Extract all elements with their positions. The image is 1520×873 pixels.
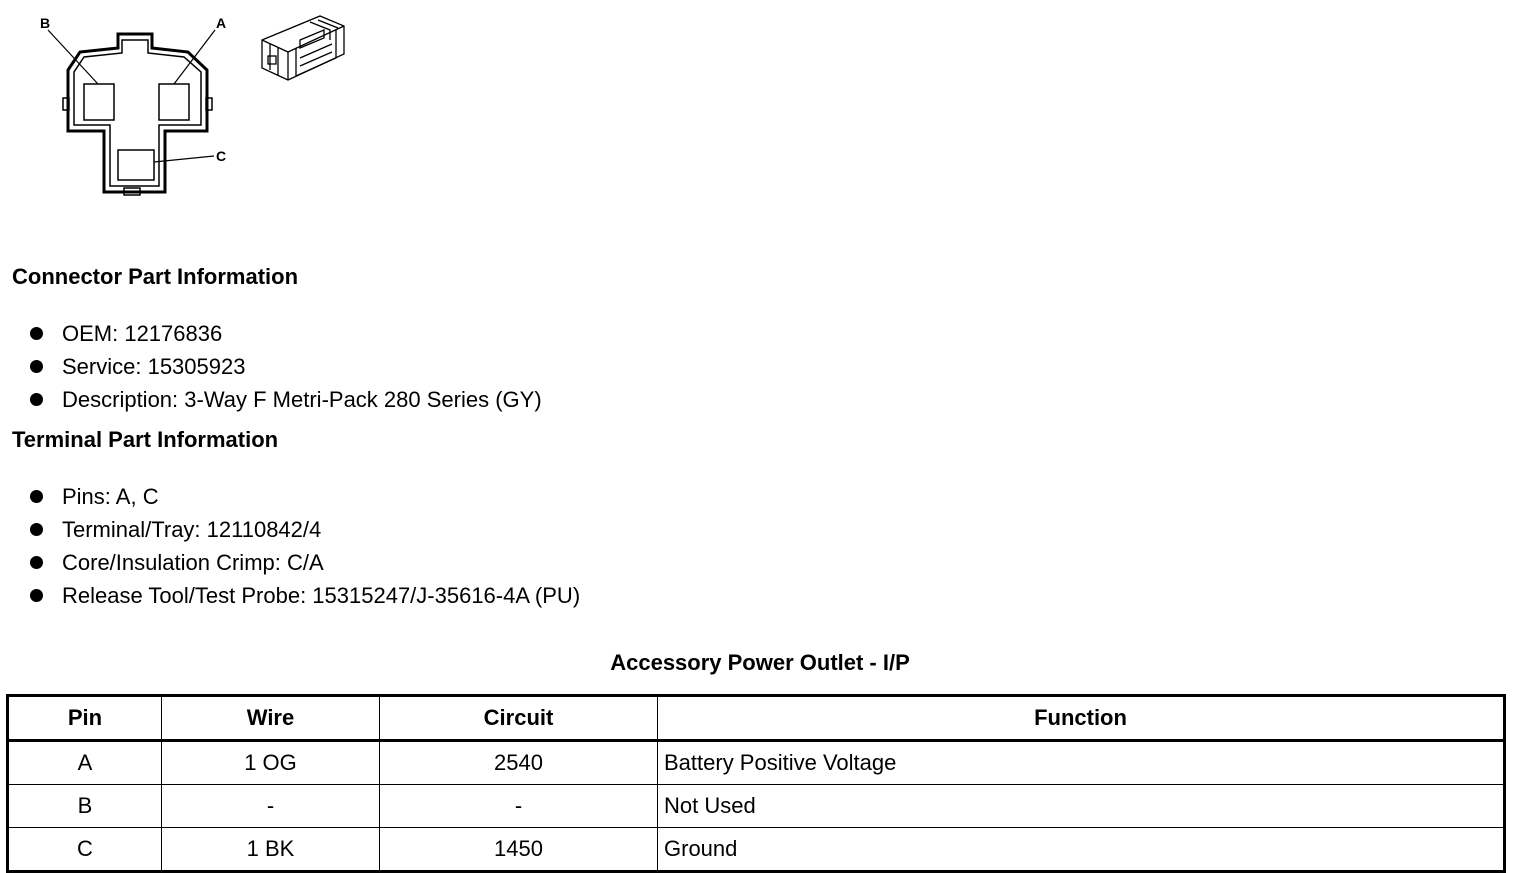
cell-wire: - xyxy=(162,785,380,828)
header-circuit: Circuit xyxy=(380,696,658,741)
bullet-icon xyxy=(30,589,43,602)
list-item xyxy=(30,513,580,546)
cavity-a xyxy=(159,84,189,120)
connector-item-service: Service: 15305923 xyxy=(62,354,246,379)
housing-outline xyxy=(68,34,207,192)
bullet-icon xyxy=(30,360,43,373)
header-wire: Wire xyxy=(162,696,380,741)
cavity-b xyxy=(84,84,114,120)
terminal-item-crimp: Core/Insulation Crimp: C/A xyxy=(62,550,324,575)
bullet-icon xyxy=(30,327,43,340)
bullet-icon xyxy=(30,523,43,536)
leader-c xyxy=(154,156,214,162)
cell-function: Battery Positive Voltage xyxy=(658,741,1505,785)
list-item xyxy=(30,579,580,612)
list-item xyxy=(30,546,580,579)
cell-pin: A xyxy=(8,741,162,785)
cell-circuit: - xyxy=(380,785,658,828)
list-item xyxy=(30,317,542,350)
callout-b: B xyxy=(40,15,51,31)
header-function: Function xyxy=(658,696,1505,741)
table-row xyxy=(8,785,1505,828)
bullet-icon xyxy=(30,490,43,503)
housing-inner-outline xyxy=(74,40,201,186)
header-pin: Pin xyxy=(8,696,162,741)
pinout-table xyxy=(6,694,1506,873)
cavity-c xyxy=(118,150,154,180)
cell-pin: C xyxy=(8,828,162,872)
terminal-info-list xyxy=(30,480,580,612)
list-item xyxy=(30,383,542,416)
cell-circuit: 1450 xyxy=(380,828,658,872)
connector-item-oem: OEM: 12176836 xyxy=(62,321,223,346)
connector-face-diagram xyxy=(0,0,370,210)
terminal-item-tool: Release Tool/Test Probe: 15315247/J-35616-4A (PU) xyxy=(62,583,581,608)
table-title: Accessory Power Outlet - I/P xyxy=(610,650,910,675)
list-item xyxy=(30,480,580,513)
connector-info-heading: Connector Part Information xyxy=(12,264,299,289)
cell-wire: 1 OG xyxy=(162,741,380,785)
table-header-row xyxy=(8,696,1505,741)
cell-function: Ground xyxy=(658,828,1505,872)
table-row xyxy=(8,741,1505,785)
callout-a: A xyxy=(216,15,227,31)
bullet-icon xyxy=(30,556,43,569)
cell-pin: B xyxy=(8,785,162,828)
connector-isometric-illustration xyxy=(262,16,344,80)
cell-circuit: 2540 xyxy=(380,741,658,785)
cell-wire: 1 BK xyxy=(162,828,380,872)
list-item xyxy=(30,350,542,383)
terminal-item-tray: Terminal/Tray: 12110842/4 xyxy=(62,517,322,542)
callout-c: C xyxy=(216,148,227,164)
bullet-icon xyxy=(30,393,43,406)
terminal-item-pins: Pins: A, C xyxy=(62,484,159,509)
connector-info-list xyxy=(30,317,542,416)
terminal-info-heading: Terminal Part Information xyxy=(12,427,279,452)
connector-item-description: Description: 3-Way F Metri-Pack 280 Series (GY) xyxy=(62,387,542,412)
cell-function: Not Used xyxy=(658,785,1505,828)
table-row xyxy=(8,828,1505,872)
